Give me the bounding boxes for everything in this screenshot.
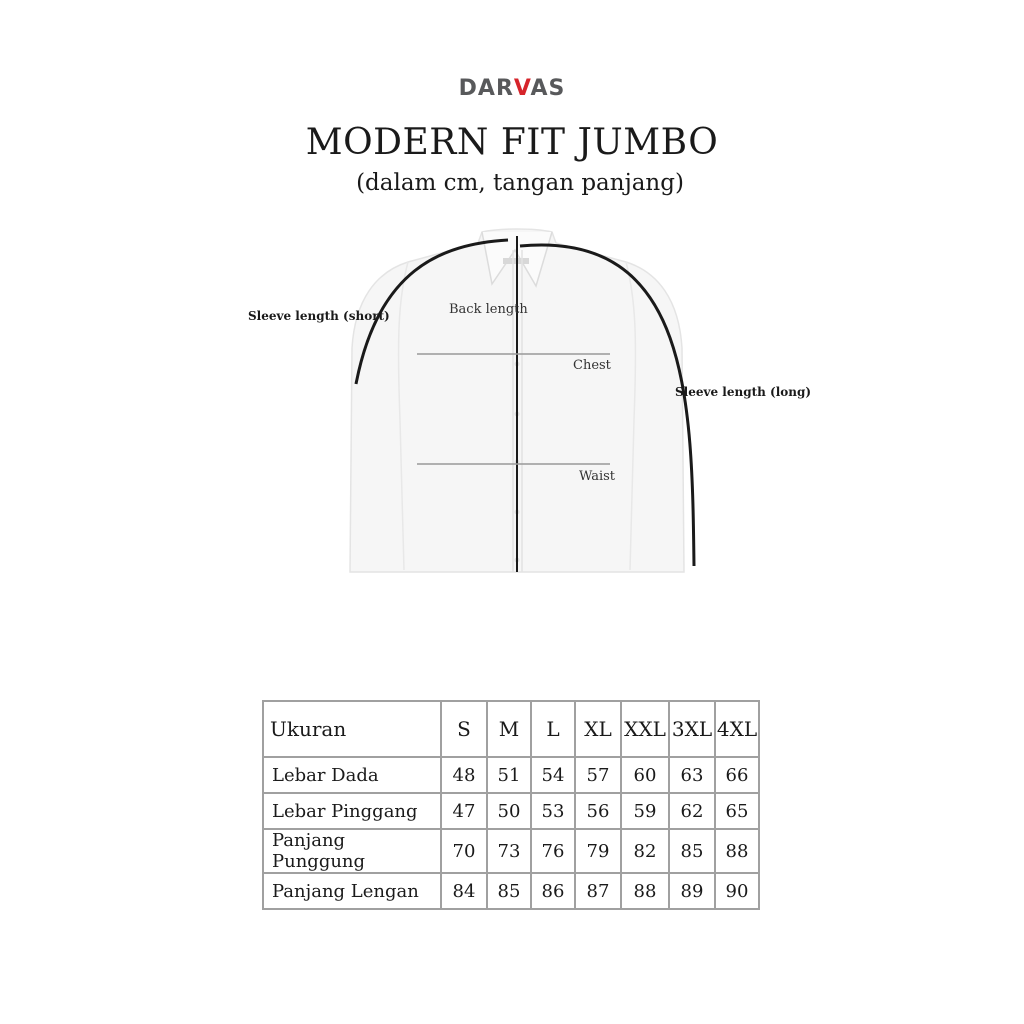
waist-label: Waist xyxy=(579,469,616,484)
header-label: Ukuran xyxy=(263,701,441,757)
size-header: 3XL xyxy=(669,701,715,757)
table-row xyxy=(263,793,759,829)
size-header: L xyxy=(531,701,575,757)
size-header: XXL xyxy=(621,701,669,757)
table-cell: 88 xyxy=(715,829,759,873)
size-header: 4XL xyxy=(715,701,759,757)
table-cell: 89 xyxy=(669,873,715,909)
table-row xyxy=(263,757,759,793)
table-cell: 54 xyxy=(531,757,575,793)
table-cell: 62 xyxy=(669,793,715,829)
table-cell: 60 xyxy=(621,757,669,793)
table-cell: 86 xyxy=(531,873,575,909)
table-cell: 57 xyxy=(575,757,621,793)
page-title: MODERN FIT JUMBO xyxy=(305,122,719,163)
table-cell: 48 xyxy=(441,757,487,793)
size-header: S xyxy=(441,701,487,757)
row-label: Panjang Punggung xyxy=(263,829,441,873)
table-cell: 85 xyxy=(487,873,531,909)
brand-logo-prefix: DAR xyxy=(458,76,514,101)
table-cell: 50 xyxy=(487,793,531,829)
table-cell: 87 xyxy=(575,873,621,909)
sleeve-short-label: Sleeve length (short) xyxy=(248,309,390,323)
row-label: Lebar Dada xyxy=(263,757,441,793)
table-cell: 63 xyxy=(669,757,715,793)
table-cell: 51 xyxy=(487,757,531,793)
table-cell: 90 xyxy=(715,873,759,909)
table-cell: 73 xyxy=(487,829,531,873)
table-cell: 85 xyxy=(669,829,715,873)
size-chart-table xyxy=(262,700,760,910)
table-cell: 47 xyxy=(441,793,487,829)
table-cell: 70 xyxy=(441,829,487,873)
row-label: Lebar Pinggang xyxy=(263,793,441,829)
size-header: XL xyxy=(575,701,621,757)
table-cell: 88 xyxy=(621,873,669,909)
table-cell: 56 xyxy=(575,793,621,829)
sleeve-long-label: Sleeve length (long) xyxy=(675,385,812,399)
row-label: Panjang Lengan xyxy=(263,873,441,909)
table-cell: 66 xyxy=(715,757,759,793)
page-subtitle: (dalam cm, tangan panjang) xyxy=(356,170,684,196)
table-cell: 79 xyxy=(575,829,621,873)
table-cell: 76 xyxy=(531,829,575,873)
table-cell: 59 xyxy=(621,793,669,829)
table-header-row xyxy=(263,701,759,757)
chest-label: Chest xyxy=(573,358,611,373)
table-cell: 65 xyxy=(715,793,759,829)
table-cell: 82 xyxy=(621,829,669,873)
table-row xyxy=(263,829,759,873)
table-cell: 84 xyxy=(441,873,487,909)
table-cell: 53 xyxy=(531,793,575,829)
size-header: M xyxy=(487,701,531,757)
brand-logo-suffix: AS xyxy=(530,76,566,101)
table-row xyxy=(263,873,759,909)
brand-logo-accent: V xyxy=(513,76,531,101)
back-length-label: Back length xyxy=(449,302,528,317)
